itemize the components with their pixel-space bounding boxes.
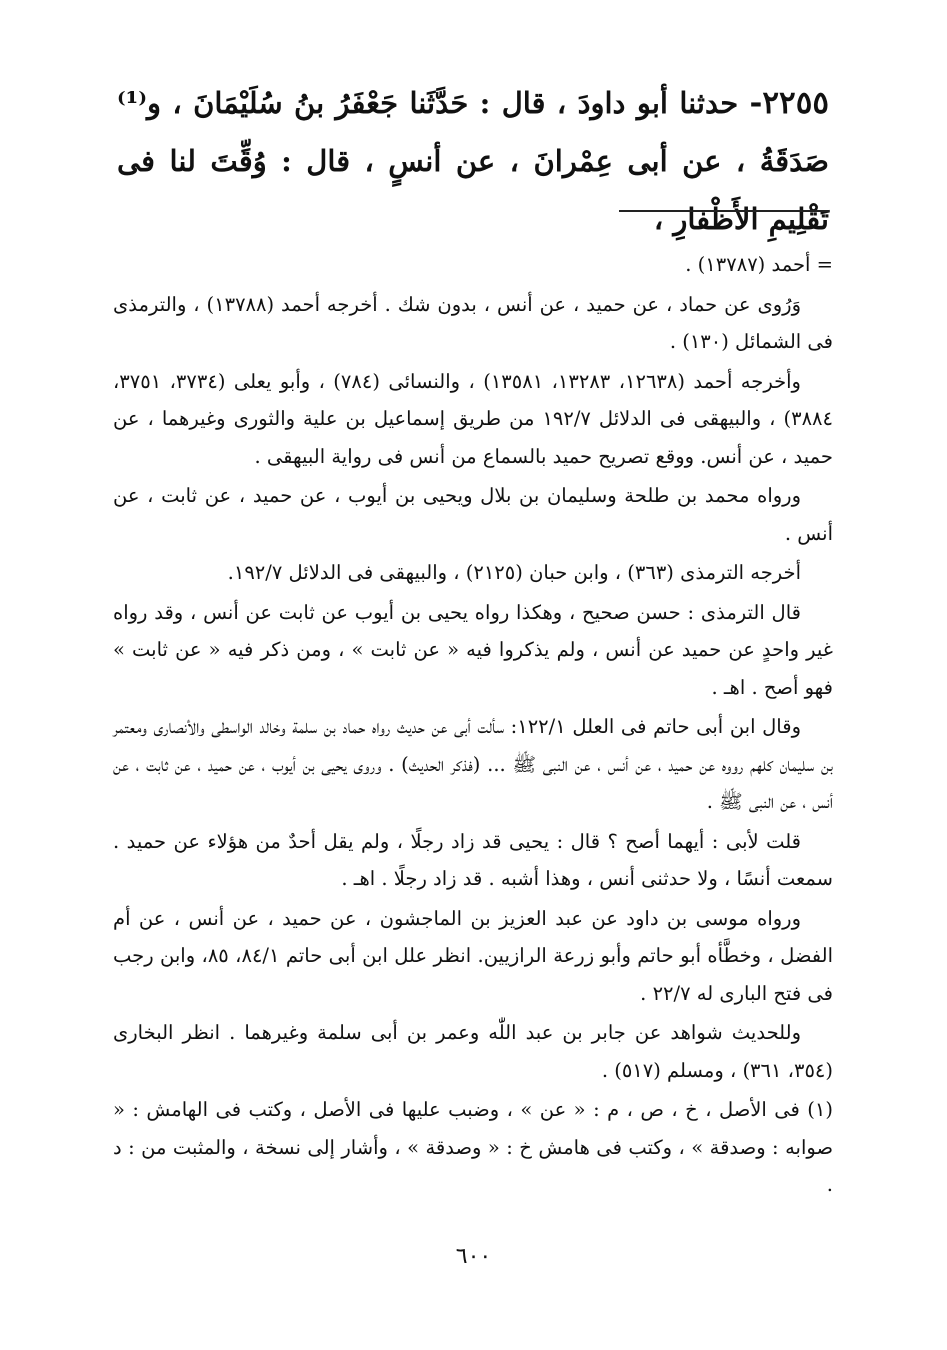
page-number: ٦٠٠	[455, 1244, 492, 1269]
note-paragraph: وقال ابن أبى حاتم فى العلل ١٢٢/١: سألت أبى عن حديث رواه حماد بن سلمة وخالد الواسطى والأنصارى ومعتمر بن سليمان كلهم رووه عن حميد ، عن أنس ، عن النبى ﷺ ... (فذكر الحديث) . وروى يحيى بن أيوب ، عن حميد ، عن ثابت ، عن أنس ، عن النبى ﷺ .	[113, 715, 833, 813]
note-paragraph: = أحمد (١٣٧٨٧) .	[685, 253, 833, 276]
note-paragraph: ورواه محمد بن طلحة وسليمان بن بلال ويحيى بن أيوب ، عن حميد ، عن ثابت ، عن أنس .	[113, 484, 833, 545]
note-paragraph: قال الترمذى : حسن صحيح ، وهكذا رواه يحيى بن أيوب عن ثابت عن أنس ، وقد رواه غير واحدٍ عن حميد عن أنس ، ولم يذكروا فيه « عن ثابت » ، ومن ذكر فيه « عن ثابت » فهو أصح . اهـ .	[113, 600, 833, 699]
footnote-separator	[619, 210, 829, 212]
note-paragraph: وَرُوى عن حماد ، عن حميد ، عن أنس ، بدون شك . أخرجه أحمد (١٣٧٨٨) ، والترمذى فى الشمائل (١٣٠) .	[113, 292, 833, 353]
footnote-1: (١) فى الأصل ، خ ، ص ، م : « عن » ، وضبب عليها فى الأصل ، وكتب فى الهامش : « صوابه : وصدقة » ، وكتب فى هامش خ : « وصدقة » ، وأشار إلى نسخة ، والمثبت من : د .	[113, 1098, 833, 1196]
note-paragraph: قلت لأبى : أيهما أصح ؟ قال : يحيى قد زاد رجلًا ، ولم يقل أحدٌ من هؤلاء عن حميد . سمعت أنسًا ، ولا حدثنى أنس ، وهذا أشبه . قد زاد رجلًا . اهـ .	[113, 829, 833, 890]
note-paragraph: ورواه موسى بن داود عن عبد العزيز بن الماجشون ، عن حميد ، عن أنس ، عن أم الفضل ، وخطَّأه أبو حاتم وأبو زرعة الرازيين. انظر علل ابن أبى حاتم ٨٤/١، ٨٥، وابن رجب فى فتح البارى له ٢٢/٧ .	[113, 906, 834, 1005]
note-paragraph: وللحديث شواهد عن جابر بن عبد اللّٰه وعمر بن أبى سلمة وغيرهما . انظر البخارى (٣٥٤، ٣٦١) ، ومسلم (٥١٧) .	[113, 1021, 833, 1082]
hadith-number: ٢٢٥٥-	[749, 85, 829, 121]
footnotes	[113, 246, 833, 1206]
note-paragraph: أخرجه الترمذى (٣٦٣) ، وابن حبان (٢١٢٥) ، والبيهقى فى الدلائل ١٩٢/٧.	[227, 561, 801, 584]
note-paragraph: وأخرجه أحمد (١٢٦٣٨، ١٣٢٨٣، ١٣٥٨١) ، والنسائى (٧٨٤) ، وأبو يعلى (٣٧٣٤، ٣٧٥١، ٣٨٨٤) ، والبيهقى فى الدلائل ١٩٢/٧ من طريق إسماعيل بن علية والثورى وغيرهما ، عن حميد ، عن أنس. ووقع تصريح حميد بالسماع من أنس فى رواية البيهقى .	[113, 369, 833, 468]
hadith-text	[117, 74, 829, 248]
hadith-body: حدثنا أبو داودَ ، قال : حَدَّثَنا جَعْفَرُ بنُ سُلَيْمَانَ ، و⁽¹⁾ صَدَقَةُ ، عن أبى عِمْرانَ ، عن أنسٍ ، قال : وُقِّتَ لنا فى تَقْلِيمِ الأَظْفارِ ،	[117, 86, 829, 236]
